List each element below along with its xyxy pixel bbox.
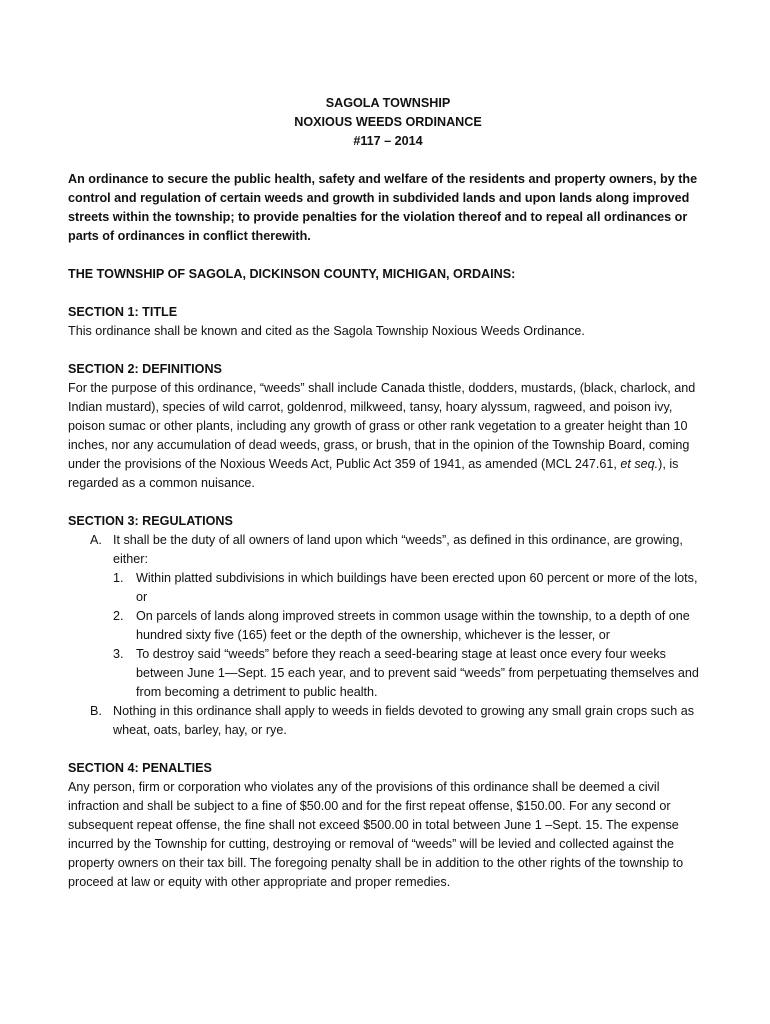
section-2-body (68, 379, 708, 493)
enacting-clause: THE TOWNSHIP OF SAGOLA, DICKINSON COUNTY, MICHIGAN, ORDAINS: (68, 267, 516, 281)
section-4-heading: SECTION 4: PENALTIES (68, 761, 212, 775)
section-1 (68, 303, 708, 341)
section-3-sub-item (68, 645, 708, 702)
ordinance-page (68, 94, 708, 892)
section-2-body-end: ), is regarded as a common nuisance. (68, 457, 679, 490)
section-2 (68, 360, 708, 493)
sub-item-text: On parcels of lands along improved streets in common usage within the township, to a depth of one hundred sixty five (165) feet or the depth of the ownership, whichever is the lesser, or (136, 609, 690, 642)
document-header (68, 94, 708, 151)
section-2-body-italic: et seq. (620, 457, 659, 471)
section-3-heading: SECTION 3: REGULATIONS (68, 514, 233, 528)
section-3-item-a (68, 531, 708, 569)
section-1-heading: SECTION 1: TITLE (68, 305, 178, 319)
item-b-marker: B. (90, 704, 102, 718)
item-a-text: It shall be the duty of all owners of land upon which “weeds”, as defined in this ordinance, are growing, either: (113, 533, 683, 566)
section-3-sub-item (68, 569, 708, 607)
township-name: SAGOLA TOWNSHIP (325, 96, 451, 110)
item-b-text: Nothing in this ordinance shall apply to weeds in fields devoted to growing any small grain crops such as wheat, oats, barley, hay, or rye. (113, 704, 695, 737)
purpose-statement: An ordinance to secure the public health, safety and welfare of the residents and property owners, by the control and regulation of certain weeds and growth in subdivided lands and upon lands along improved streets within the township; to provide penalties for the violation thereof and to repeal all ordinances or parts of ordinances in conflict therewith. (68, 172, 698, 243)
section-4-body: Any person, firm or corporation who violates any of the provisions of this ordinance shall be deemed a civil infraction and shall be subject to a fine of $50.00 and for the first repeat offense, $150.00. For any second or subsequent repeat offense, the fine shall not exceed $500.00 in total between June 1 –Sept. 15. The expense incurred by the Township for cutting, destroying or removal of “weeds” will be levied and collected against the property owners on their tax bill. The foregoing penalty shall be in addition to the other rights of the township to proceed at law or equity with other appropriate and proper remedies. (68, 780, 684, 889)
ordinance-number: #117 – 2014 (353, 134, 423, 148)
sub-item-marker: 3. (113, 647, 124, 661)
section-2-body-text: For the purpose of this ordinance, “weeds” shall include Canada thistle, dodders, mustards, (black, charlock, and Indian mustard), species of wild carrot, goldenrod, milkweed, tansy, hoary alyssum, ragweed, and poison ivy, poison sumac or other plants, including any growth of grass or other rank vegetation to a greater height than 10 inches, nor any accumulation of dead weeds, grass, or brush, that in the opinion of the Township Board, coming under the provisions of the Noxious Weeds Act, Public Act 359 of 1941, as amended (MCL 247.61, (68, 381, 696, 471)
sub-item-text: To destroy said “weeds” before they reach a seed-bearing stage at least once every four weeks between June 1—Sept. 15 each year, and to prevent said “weeds” from perpetuating themselves and from becoming a detriment to public health. (136, 647, 699, 699)
ordinance-title: NOXIOUS WEEDS ORDINANCE (294, 115, 482, 129)
section-3-item-b (68, 702, 708, 740)
sub-item-marker: 2. (113, 609, 124, 623)
section-4 (68, 759, 708, 892)
sub-item-text: Within platted subdivisions in which buildings have been erected upon 60 percent or more of the lots, or (136, 571, 698, 604)
sub-item-marker: 1. (113, 571, 124, 585)
section-3 (68, 512, 708, 740)
section-2-heading: SECTION 2: DEFINITIONS (68, 362, 222, 376)
section-1-body: This ordinance shall be known and cited as the Sagola Township Noxious Weeds Ordinance. (68, 324, 585, 338)
item-a-marker: A. (90, 533, 102, 547)
section-3-sub-item (68, 607, 708, 645)
